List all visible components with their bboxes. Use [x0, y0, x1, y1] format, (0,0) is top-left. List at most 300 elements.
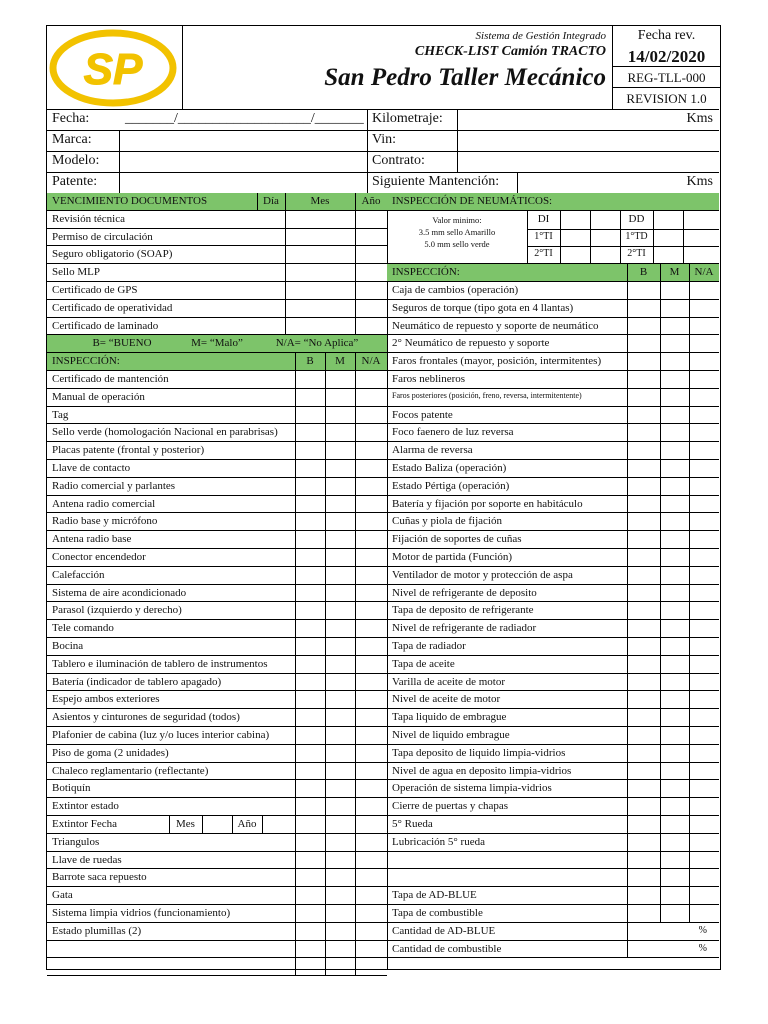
check-cell[interactable]	[285, 211, 286, 228]
check-cell[interactable]	[295, 905, 296, 922]
check-cell[interactable]	[660, 318, 661, 335]
check-cell[interactable]	[295, 763, 296, 780]
venc-header	[47, 193, 387, 211]
check-cell[interactable]	[689, 585, 690, 602]
check-cell[interactable]	[295, 567, 296, 584]
check-cell[interactable]	[689, 442, 690, 459]
check-cell[interactable]	[295, 923, 296, 940]
check-cell[interactable]	[660, 478, 661, 495]
check-cell[interactable]	[325, 780, 326, 797]
check-cell[interactable]	[355, 567, 356, 584]
check-cell[interactable]	[689, 763, 690, 780]
check-cell[interactable]	[355, 318, 356, 335]
check-cell[interactable]	[355, 424, 356, 441]
check-cell[interactable]	[355, 869, 356, 886]
check-cell[interactable]	[355, 246, 356, 263]
ano-header: Año	[361, 195, 381, 207]
row-label: Ventilador de motor y protección de aspa	[392, 568, 573, 581]
check-cell[interactable]	[325, 531, 326, 548]
insp-right-row	[387, 318, 719, 336]
check-cell[interactable]	[325, 460, 326, 477]
tire-spec-verde: 5.0 mm sello verde	[424, 238, 490, 249]
insp-right-row	[387, 656, 719, 674]
check-cell[interactable]	[325, 478, 326, 495]
check-cell[interactable]	[355, 620, 356, 637]
check-cell[interactable]	[627, 513, 628, 530]
check-cell[interactable]	[325, 674, 326, 691]
extintor-cell[interactable]	[202, 816, 203, 833]
check-cell[interactable]	[325, 638, 326, 655]
row-label: Radio base y micrófono	[52, 515, 158, 528]
tire-label-td1: 1°TD	[625, 230, 648, 242]
row-label: Antena radio base	[52, 533, 132, 546]
info-row-patente	[47, 172, 719, 194]
check-cell[interactable]	[689, 335, 690, 352]
row-label: Alarma de reversa	[392, 444, 473, 457]
tire-label-td2: 2°TI	[627, 248, 646, 260]
check-cell[interactable]	[355, 852, 356, 869]
check-cell[interactable]	[627, 816, 628, 833]
check-cell[interactable]	[355, 371, 356, 388]
check-cell[interactable]	[295, 424, 296, 441]
check-cell[interactable]	[355, 211, 356, 228]
check-cell[interactable]	[660, 745, 661, 762]
title-block	[182, 26, 612, 109]
check-cell[interactable]	[295, 869, 296, 886]
check-cell[interactable]	[325, 585, 326, 602]
check-cell[interactable]	[660, 549, 661, 566]
company-title: San Pedro Taller Mecánico	[324, 64, 606, 91]
check-cell[interactable]	[355, 887, 356, 904]
row-label: Calefacción	[52, 568, 105, 581]
check-cell[interactable]	[627, 585, 628, 602]
check-cell[interactable]	[660, 300, 661, 317]
check-cell[interactable]	[627, 638, 628, 655]
check-cell[interactable]	[355, 460, 356, 477]
check-cell[interactable]	[689, 300, 690, 317]
check-cell[interactable]	[689, 887, 690, 904]
check-cell[interactable]	[295, 513, 296, 530]
check-cell[interactable]	[627, 602, 628, 619]
row-label: Focos patente	[392, 408, 453, 421]
check-cell[interactable]	[355, 816, 356, 833]
check-cell[interactable]	[689, 727, 690, 744]
check-cell[interactable]	[325, 834, 326, 851]
check-cell[interactable]	[295, 887, 296, 904]
check-cell[interactable]	[660, 763, 661, 780]
check-cell[interactable]	[689, 816, 690, 833]
check-cell[interactable]	[689, 905, 690, 922]
check-cell[interactable]	[325, 691, 326, 708]
check-cell[interactable]	[660, 834, 661, 851]
check-cell[interactable]	[355, 638, 356, 655]
check-cell[interactable]	[295, 460, 296, 477]
check-cell[interactable]	[295, 531, 296, 548]
check-cell[interactable]	[627, 567, 628, 584]
revision-block	[612, 26, 720, 109]
row-label: Certificado de operatividad	[52, 301, 173, 314]
check-cell[interactable]	[627, 318, 628, 335]
check-cell[interactable]	[689, 834, 690, 851]
check-cell[interactable]	[295, 745, 296, 762]
insp-left-row	[47, 460, 387, 478]
check-cell[interactable]	[689, 496, 690, 513]
check-cell[interactable]	[285, 318, 286, 335]
check-cell[interactable]	[627, 727, 628, 744]
check-cell[interactable]	[355, 496, 356, 513]
insp-left-row	[47, 852, 387, 870]
check-cell[interactable]	[689, 638, 690, 655]
check-cell[interactable]	[660, 905, 661, 922]
check-cell[interactable]	[660, 442, 661, 459]
check-cell[interactable]	[295, 691, 296, 708]
check-cell[interactable]	[627, 887, 628, 904]
na-header: N/A	[361, 355, 381, 368]
check-cell[interactable]	[660, 460, 661, 477]
row-label: Botiquín	[52, 782, 91, 795]
check-cell[interactable]	[355, 656, 356, 673]
row-label: Extintor Fecha	[52, 818, 118, 830]
check-cell[interactable]	[355, 780, 356, 797]
extintor-ano: Año	[237, 818, 257, 830]
check-cell[interactable]	[660, 335, 661, 352]
check-cell[interactable]	[355, 282, 356, 299]
check-cell[interactable]	[295, 389, 296, 406]
check-cell[interactable]	[689, 531, 690, 548]
check-cell[interactable]	[627, 478, 628, 495]
check-cell[interactable]	[325, 549, 326, 566]
check-cell[interactable]	[355, 923, 356, 940]
check-cell[interactable]	[660, 691, 661, 708]
row-label: Sello verde (homologación Nacional en parabrisas)	[52, 426, 278, 439]
check-cell[interactable]	[325, 887, 326, 904]
row-label: Tele comando	[52, 622, 114, 635]
check-cell[interactable]	[660, 389, 661, 406]
revision-number: REVISION 1.0	[626, 91, 707, 106]
check-cell[interactable]	[295, 371, 296, 388]
check-cell[interactable]	[295, 958, 296, 975]
check-cell[interactable]	[627, 709, 628, 726]
tire-cell-line	[620, 211, 621, 263]
check-cell[interactable]	[660, 567, 661, 584]
check-cell[interactable]	[627, 763, 628, 780]
check-cell[interactable]	[689, 318, 690, 335]
vin-label: Vin:	[372, 132, 397, 147]
check-cell[interactable]	[325, 816, 326, 833]
check-cell[interactable]	[627, 869, 628, 886]
check-cell[interactable]	[660, 353, 661, 370]
insp-right-row	[387, 460, 719, 478]
check-cell[interactable]	[689, 549, 690, 566]
check-cell[interactable]	[295, 780, 296, 797]
check-cell[interactable]	[325, 763, 326, 780]
check-cell[interactable]	[627, 460, 628, 477]
check-cell[interactable]	[295, 709, 296, 726]
check-cell[interactable]	[295, 852, 296, 869]
check-cell[interactable]	[355, 602, 356, 619]
check-cell[interactable]	[660, 407, 661, 424]
check-cell[interactable]	[355, 442, 356, 459]
check-cell[interactable]	[355, 513, 356, 530]
check-cell[interactable]	[689, 602, 690, 619]
check-cell[interactable]	[689, 656, 690, 673]
check-cell[interactable]	[355, 941, 356, 958]
insp-right-row	[387, 691, 719, 709]
check-cell[interactable]	[627, 905, 628, 922]
logo-text: SP	[83, 45, 143, 94]
check-cell[interactable]	[660, 282, 661, 299]
check-cell[interactable]	[355, 958, 356, 975]
check-cell[interactable]	[355, 763, 356, 780]
tire-label-di: DI	[537, 212, 550, 225]
check-cell[interactable]	[660, 585, 661, 602]
check-cell[interactable]	[295, 620, 296, 637]
check-cell[interactable]	[660, 887, 661, 904]
insp-right-row	[387, 638, 719, 656]
check-cell[interactable]	[627, 442, 628, 459]
check-cell[interactable]	[627, 941, 628, 958]
check-cell[interactable]	[689, 798, 690, 815]
check-cell[interactable]	[660, 656, 661, 673]
check-cell[interactable]	[325, 602, 326, 619]
check-cell[interactable]	[689, 424, 690, 441]
check-cell[interactable]	[295, 941, 296, 958]
check-cell[interactable]	[660, 496, 661, 513]
check-cell[interactable]	[627, 780, 628, 797]
check-cell[interactable]	[689, 478, 690, 495]
insp-left-row	[47, 496, 387, 514]
marca-label: Marca:	[52, 132, 92, 147]
check-cell[interactable]	[325, 709, 326, 726]
check-cell[interactable]	[355, 834, 356, 851]
check-cell[interactable]	[689, 513, 690, 530]
insp-right-row	[387, 496, 719, 514]
check-cell[interactable]	[295, 407, 296, 424]
insp-right-row	[387, 674, 719, 692]
check-cell[interactable]	[689, 620, 690, 637]
check-cell[interactable]	[295, 638, 296, 655]
check-cell[interactable]	[355, 300, 356, 317]
tire-row-line	[527, 246, 719, 247]
tire-cell-line	[527, 211, 528, 263]
check-cell[interactable]	[627, 424, 628, 441]
check-cell[interactable]	[325, 798, 326, 815]
check-cell[interactable]	[325, 869, 326, 886]
tire-spec-valor_minimo: Valor minimo:	[432, 214, 482, 225]
check-cell[interactable]	[355, 478, 356, 495]
check-cell[interactable]	[285, 264, 286, 281]
check-cell[interactable]	[689, 460, 690, 477]
check-cell[interactable]	[660, 531, 661, 548]
check-cell[interactable]	[325, 852, 326, 869]
venc-row	[47, 318, 387, 336]
check-cell[interactable]	[295, 478, 296, 495]
check-cell[interactable]	[295, 656, 296, 673]
insp-right-row	[387, 335, 719, 353]
check-cell[interactable]	[627, 798, 628, 815]
row-label: Tapa de radiador	[392, 640, 466, 652]
insp-left-row	[47, 816, 387, 834]
check-cell[interactable]	[355, 727, 356, 744]
check-cell[interactable]	[660, 869, 661, 886]
check-cell[interactable]	[325, 496, 326, 513]
check-cell[interactable]	[295, 602, 296, 619]
check-cell[interactable]	[689, 567, 690, 584]
check-cell[interactable]	[325, 371, 326, 388]
check-cell[interactable]	[285, 300, 286, 317]
row-label: Tablero e iluminación de tablero de instrumentos	[52, 657, 268, 670]
row-label: Piso de goma (2 unidades)	[52, 746, 169, 759]
check-cell[interactable]	[295, 442, 296, 459]
check-cell[interactable]	[325, 407, 326, 424]
check-cell[interactable]	[325, 923, 326, 940]
check-cell[interactable]	[627, 300, 628, 317]
check-cell[interactable]	[325, 941, 326, 958]
check-cell[interactable]	[660, 371, 661, 388]
row-label: Nivel de refrigerante de deposito	[392, 586, 537, 599]
check-cell[interactable]	[285, 229, 286, 246]
check-cell[interactable]	[295, 585, 296, 602]
check-cell[interactable]	[627, 691, 628, 708]
check-cell[interactable]	[660, 780, 661, 797]
check-cell[interactable]	[295, 496, 296, 513]
check-cell[interactable]	[325, 424, 326, 441]
check-cell[interactable]	[660, 727, 661, 744]
check-cell[interactable]	[325, 513, 326, 530]
check-cell[interactable]	[295, 674, 296, 691]
insp-right-row	[387, 531, 719, 549]
insp-right-row	[387, 798, 719, 816]
check-cell[interactable]	[627, 496, 628, 513]
check-cell[interactable]	[285, 282, 286, 299]
check-cell[interactable]	[689, 709, 690, 726]
check-cell[interactable]	[325, 620, 326, 637]
check-cell[interactable]	[689, 780, 690, 797]
fecha-field[interactable]: _______/___________________/_______	[125, 111, 364, 126]
check-cell[interactable]	[660, 798, 661, 815]
check-cell[interactable]	[689, 407, 690, 424]
check-cell[interactable]	[355, 264, 356, 281]
check-cell[interactable]	[627, 531, 628, 548]
check-cell[interactable]	[325, 567, 326, 584]
check-cell[interactable]	[627, 407, 628, 424]
check-cell[interactable]	[627, 282, 628, 299]
check-cell[interactable]	[660, 638, 661, 655]
extintor-cell[interactable]	[262, 816, 263, 833]
check-cell[interactable]	[689, 353, 690, 370]
check-cell[interactable]	[627, 353, 628, 370]
check-cell[interactable]	[627, 923, 628, 940]
row-label: Antena radio comercial	[52, 497, 156, 510]
row-label: Faros frontales (mayor, posición, intermitentes)	[392, 355, 602, 368]
check-cell[interactable]	[660, 424, 661, 441]
check-cell[interactable]	[325, 905, 326, 922]
insp-right-header	[387, 264, 719, 282]
check-cell[interactable]	[355, 229, 356, 246]
check-cell[interactable]	[295, 798, 296, 815]
venc-row	[47, 300, 387, 318]
check-cell[interactable]	[355, 691, 356, 708]
check-cell[interactable]	[660, 852, 661, 869]
insp-left-row	[47, 513, 387, 531]
check-cell[interactable]	[355, 745, 356, 762]
check-cell[interactable]	[627, 745, 628, 762]
check-cell[interactable]	[627, 389, 628, 406]
check-cell[interactable]	[295, 727, 296, 744]
check-cell[interactable]	[660, 602, 661, 619]
row-label: VENCIMIENTO DOCUMENTOS	[52, 195, 208, 207]
check-cell[interactable]	[689, 852, 690, 869]
check-cell[interactable]	[355, 674, 356, 691]
info-row-modelo	[47, 151, 719, 173]
check-cell[interactable]	[295, 816, 296, 833]
check-cell[interactable]	[627, 834, 628, 851]
check-cell[interactable]	[660, 513, 661, 530]
check-cell[interactable]	[325, 442, 326, 459]
check-cell[interactable]	[355, 389, 356, 406]
row-label: Barrote saca repuesto	[52, 871, 147, 884]
check-cell[interactable]	[627, 674, 628, 691]
check-cell[interactable]	[355, 798, 356, 815]
check-cell[interactable]	[689, 691, 690, 708]
check-cell[interactable]	[689, 282, 690, 299]
tire-label-dd: DD	[628, 212, 645, 225]
check-cell[interactable]	[660, 816, 661, 833]
check-cell[interactable]	[355, 407, 356, 424]
row-label: Estado plumillas (2)	[52, 924, 142, 937]
check-cell[interactable]	[627, 549, 628, 566]
check-cell[interactable]	[285, 246, 286, 263]
check-cell[interactable]	[660, 709, 661, 726]
check-cell[interactable]	[355, 905, 356, 922]
row-label: Lubricación 5° rueda	[392, 835, 485, 848]
check-cell[interactable]	[689, 674, 690, 691]
check-cell[interactable]	[627, 335, 628, 352]
extintor-mes: Mes	[176, 818, 195, 830]
check-cell[interactable]	[660, 674, 661, 691]
check-cell[interactable]	[325, 656, 326, 673]
check-cell[interactable]	[627, 371, 628, 388]
check-cell[interactable]	[689, 389, 690, 406]
check-cell[interactable]	[627, 852, 628, 869]
check-cell[interactable]	[325, 389, 326, 406]
kms-unit: Kms	[686, 111, 713, 126]
check-cell[interactable]	[689, 745, 690, 762]
check-cell[interactable]	[689, 869, 690, 886]
row-label: Cantidad de AD-BLUE	[392, 924, 496, 937]
check-cell[interactable]	[355, 549, 356, 566]
tire-cell-line	[683, 211, 684, 263]
check-cell[interactable]	[325, 745, 326, 762]
row-label: Seguro obligatorio (SOAP)	[52, 248, 173, 261]
check-cell[interactable]	[355, 585, 356, 602]
fecha-label: Fecha:	[52, 111, 90, 126]
check-cell[interactable]	[660, 620, 661, 637]
check-cell[interactable]	[295, 834, 296, 851]
check-cell[interactable]	[355, 531, 356, 548]
check-cell[interactable]	[325, 958, 326, 975]
check-cell[interactable]	[689, 371, 690, 388]
check-cell[interactable]	[325, 727, 326, 744]
check-cell[interactable]	[627, 620, 628, 637]
insp-right-row	[387, 585, 719, 603]
row-label: Revisión técnica	[52, 212, 126, 225]
dia-header: Día	[263, 195, 279, 207]
check-cell[interactable]	[355, 709, 356, 726]
check-cell[interactable]	[627, 656, 628, 673]
legend-malo: M= “Malo”	[191, 337, 243, 350]
check-cell[interactable]	[295, 549, 296, 566]
